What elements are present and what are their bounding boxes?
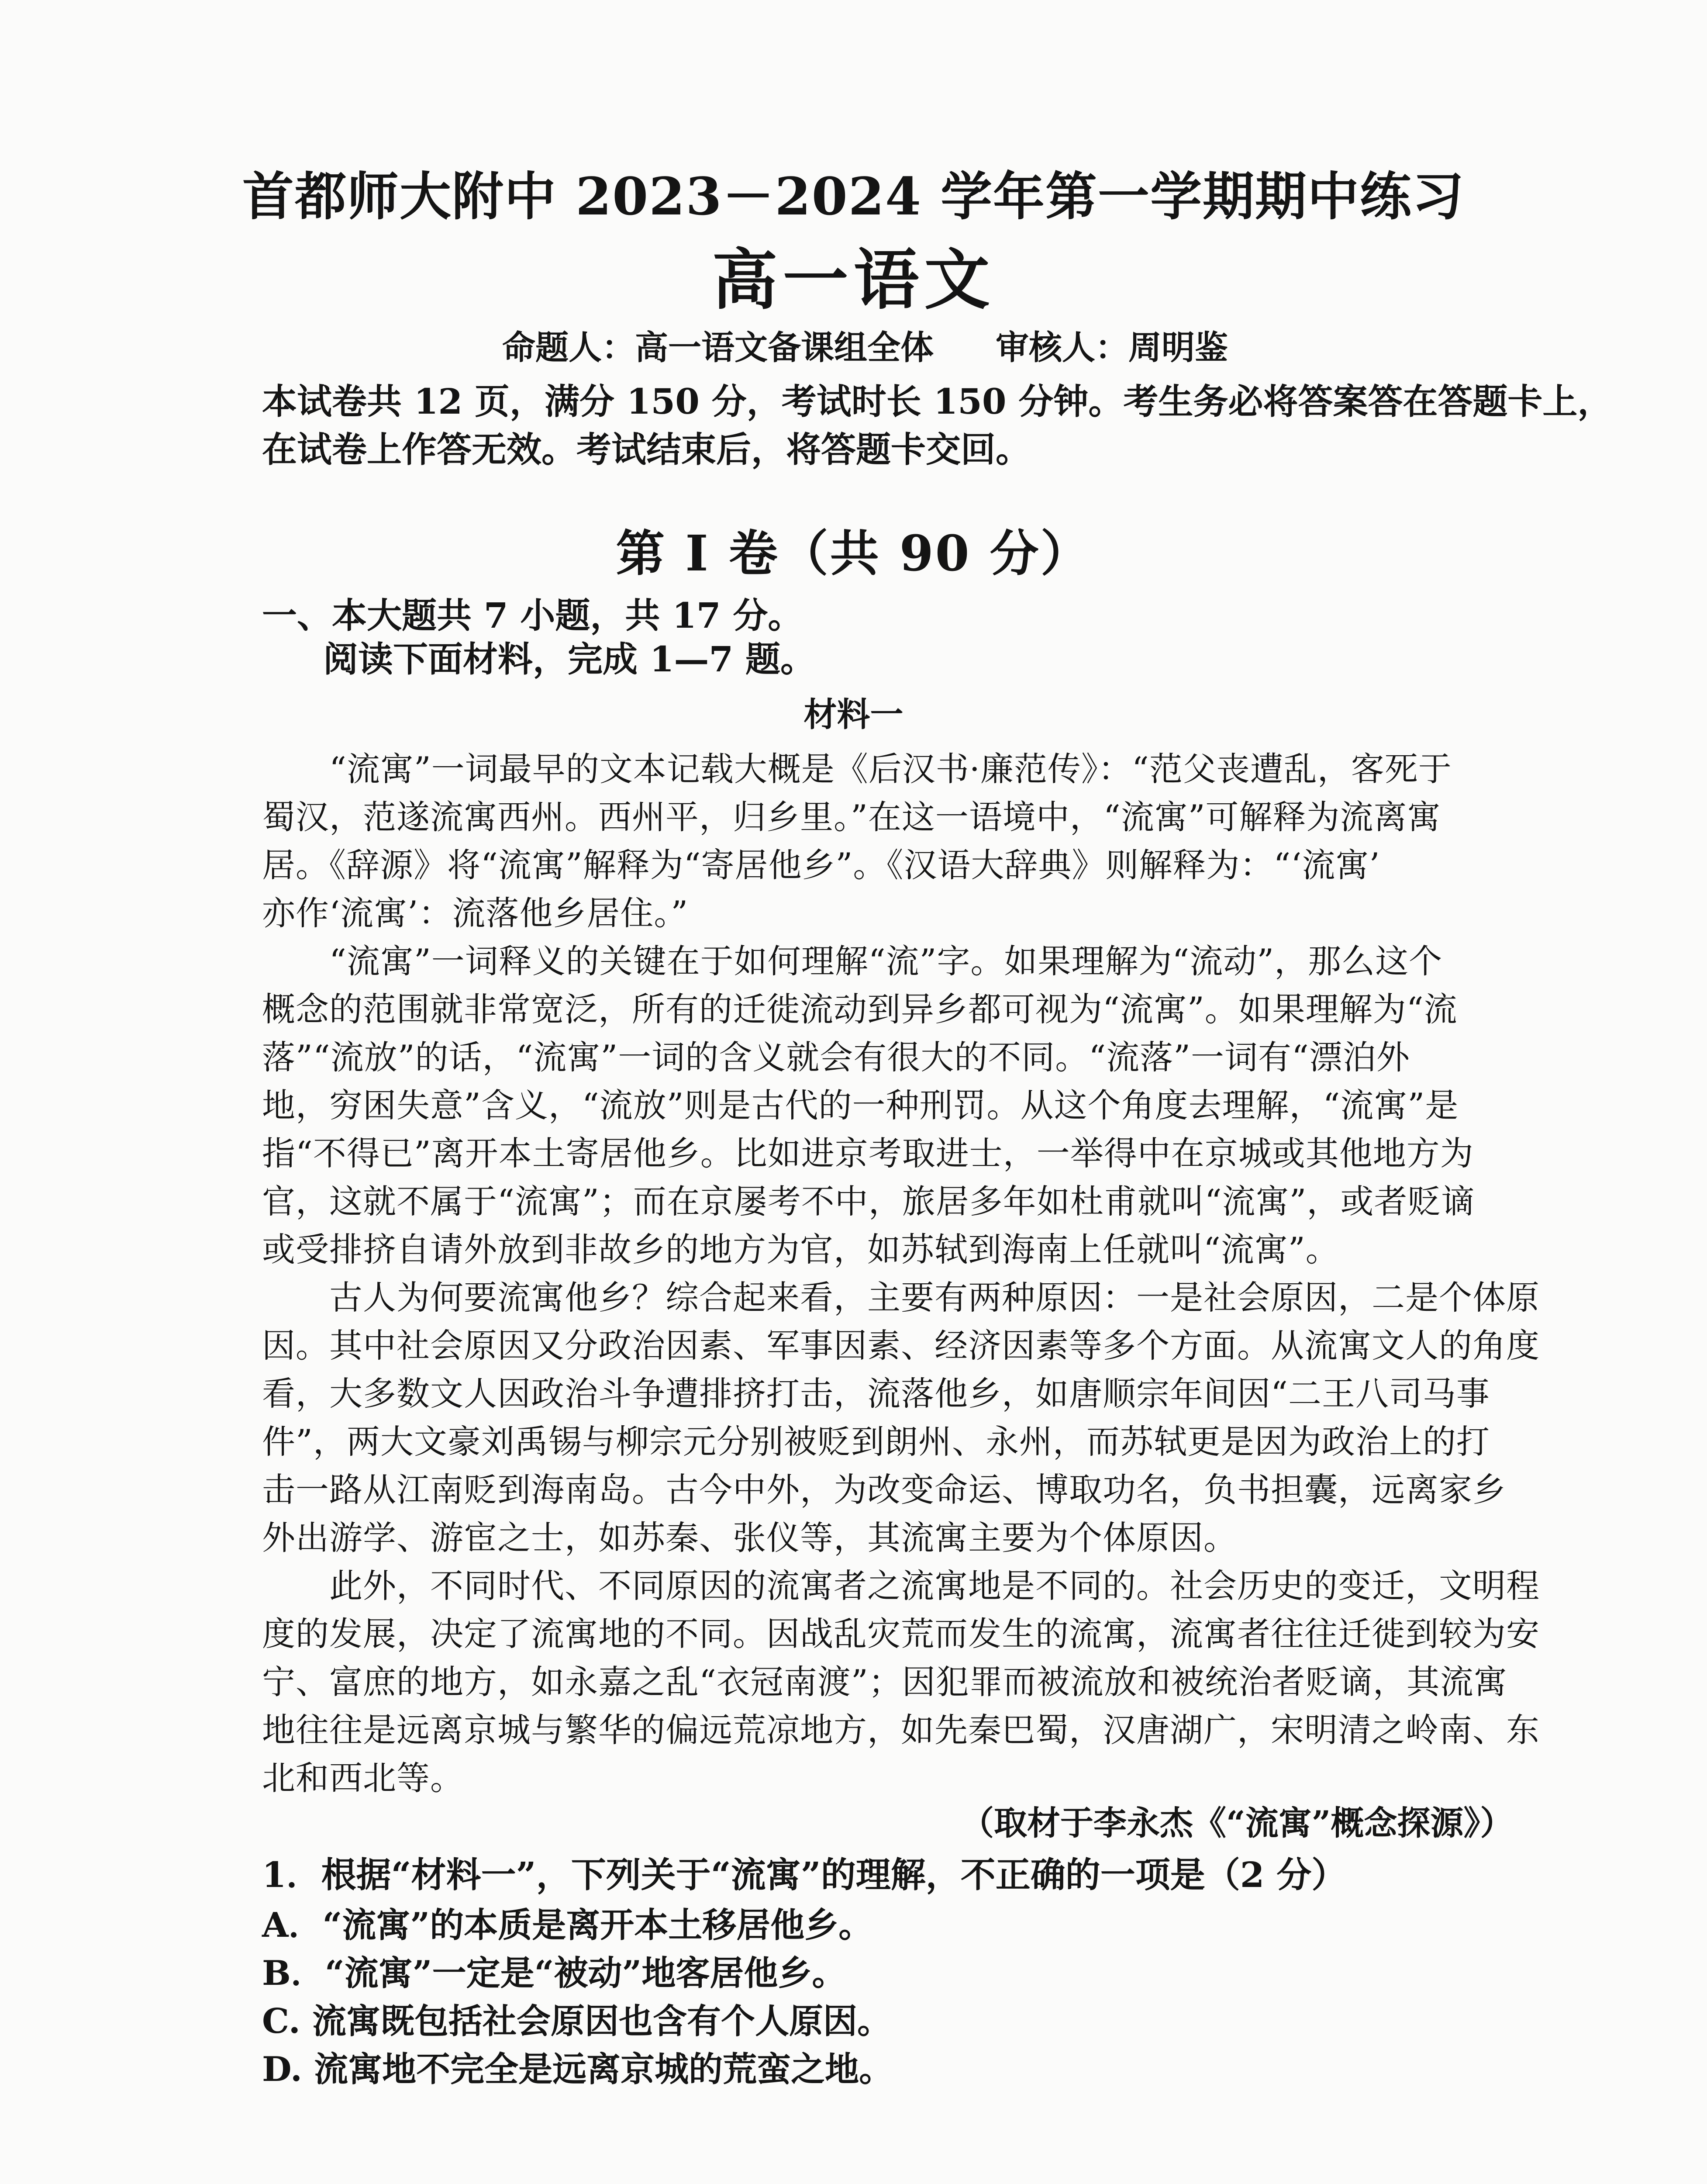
passage-line: 宁、富庶的地方，如永嘉之乱“衣冠南渡”；因犯罪而被流放和被统治者贬谪，其流寓 (262, 1662, 1507, 1701)
passage-line: 件”，两大文豪刘禹锡与柳宗元分别被贬到朗州、永州，而苏轼更是因为政治上的打 (262, 1422, 1490, 1461)
passage-line: 击一路从江南贬到海南岛。古今中外，为改变命运、博取功名，负书担囊，远离家乡 (262, 1470, 1506, 1509)
subject-title: 高一语文 (712, 242, 995, 318)
material-source: （取材于李永杰《“流寓”概念探源》） (961, 1804, 1514, 1842)
passage-line: 此外，不同时代、不同原因的流寓者之流寓地是不同的。社会历史的变迁，文明程 (262, 1566, 1540, 1605)
passage-line: 官，这就不属于“流寓”；而在京屡考不中，旅居多年如杜甫就叫“流寓”，或者贬谪 (262, 1182, 1475, 1221)
section-instruction: 阅读下面材料，完成 1—7 题。 (323, 639, 816, 680)
passage-line: 看，大多数文人因政治斗争遭排挤打击，流落他乡，如唐顺宗年间因“二王八司马事 (262, 1374, 1490, 1413)
part-title: 第 I 卷（共 90 分） (616, 525, 1091, 582)
reviewer-credit: 审核人：周明鉴 (996, 328, 1228, 367)
passage-line: 地，穷困失意”含义，“流放”则是古代的一种刑罚。从这个角度去理解，“流寓”是 (262, 1086, 1459, 1125)
question-1-stem: 1．根据“材料一”，下列关于“流寓”的理解，不正确的一项是（2 分） (262, 1854, 1347, 1895)
section-heading: 一、本大题共 7 小题，共 17 分。 (262, 595, 803, 636)
material-title: 材料一 (803, 695, 904, 734)
passage-line: 指“不得已”离开本土寄居他乡。比如进京考取进士，一举得中在京城或其他地方为 (262, 1134, 1474, 1173)
passage-line: 外出游学、游宦之士，如苏秦、张仪等，其流寓主要为个体原因。 (262, 1518, 1237, 1557)
passage-line: 北和西北等。 (262, 1759, 464, 1797)
passage-line: “流寓”一词释义的关键在于如何理解“流”字。如果理解为“流动”，那么这个 (262, 942, 1443, 981)
passage-line: 蜀汉，范遂流寓西州。西州平，归乡里。”在这一语境中，“流寓”可解释为流离寓 (262, 798, 1441, 836)
question-1-option-c: C. 流寓既包括社会原因也含有个人原因。 (262, 2001, 892, 2041)
instructions-line-1: 本试卷共 12 页，满分 150 分，考试时长 150 分钟。考生务必将答案答在答题卡上， (262, 381, 1613, 422)
exam-title: 首都师大附中 2023－2024 学年第一学期期中练习 (242, 166, 1465, 227)
setter-credit: 命题人：高一语文备课组全体 (502, 328, 934, 367)
instructions-line-2: 在试卷上作答无效。考试结束后，将答题卡交回。 (262, 429, 1031, 470)
passage-line: 古人为何要流寓他乡？综合起来看，主要有两种原因：一是社会原因，二是个体原 (262, 1278, 1540, 1317)
question-1-option-b: B．“流寓”一定是“被动”地客居他乡。 (262, 1953, 846, 1993)
passage-line: 度的发展，决定了流寓地的不同。因战乱灾荒而发生的流寓，流寓者往往迁徙到较为安 (262, 1614, 1540, 1653)
passage-line: 因。其中社会原因又分政治因素、军事因素、经济因素等多个方面。从流寓文人的角度 (262, 1326, 1540, 1365)
question-1-option-a: A．“流寓”的本质是离开本土移居他乡。 (262, 1905, 873, 1945)
passage-line: 或受排挤自请外放到非故乡的地方为官，如苏轼到海南上任就叫“流寓”。 (262, 1230, 1339, 1269)
passage-line: 概念的范围就非常宽泛，所有的迁徙流动到异乡都可视为“流寓”。如果理解为“流 (262, 990, 1458, 1029)
passage-line: 亦作‘流寓’：流落他乡居住。” (262, 894, 689, 933)
passage-line: 居。《辞源》将“流寓”解释为“寄居他乡”。《汉语大辞典》则解释为：“‘流寓’ (262, 846, 1380, 885)
question-1-option-d: D. 流寓地不完全是远离京城的荒蛮之地。 (262, 2049, 893, 2089)
passage-line: “流寓”一词最早的文本记载大概是《后汉书·廉范传》：“范父丧遭乱，客死于 (262, 750, 1452, 788)
passage-line: 地往往是远离京城与繁华的偏远荒凉地方，如先秦巴蜀，汉唐湖广，宋明清之岭南、东 (262, 1711, 1540, 1749)
passage-line: 落”“流放”的话，“流寓”一词的含义就会有很大的不同。“流落”一词有“漂泊外 (262, 1038, 1410, 1077)
